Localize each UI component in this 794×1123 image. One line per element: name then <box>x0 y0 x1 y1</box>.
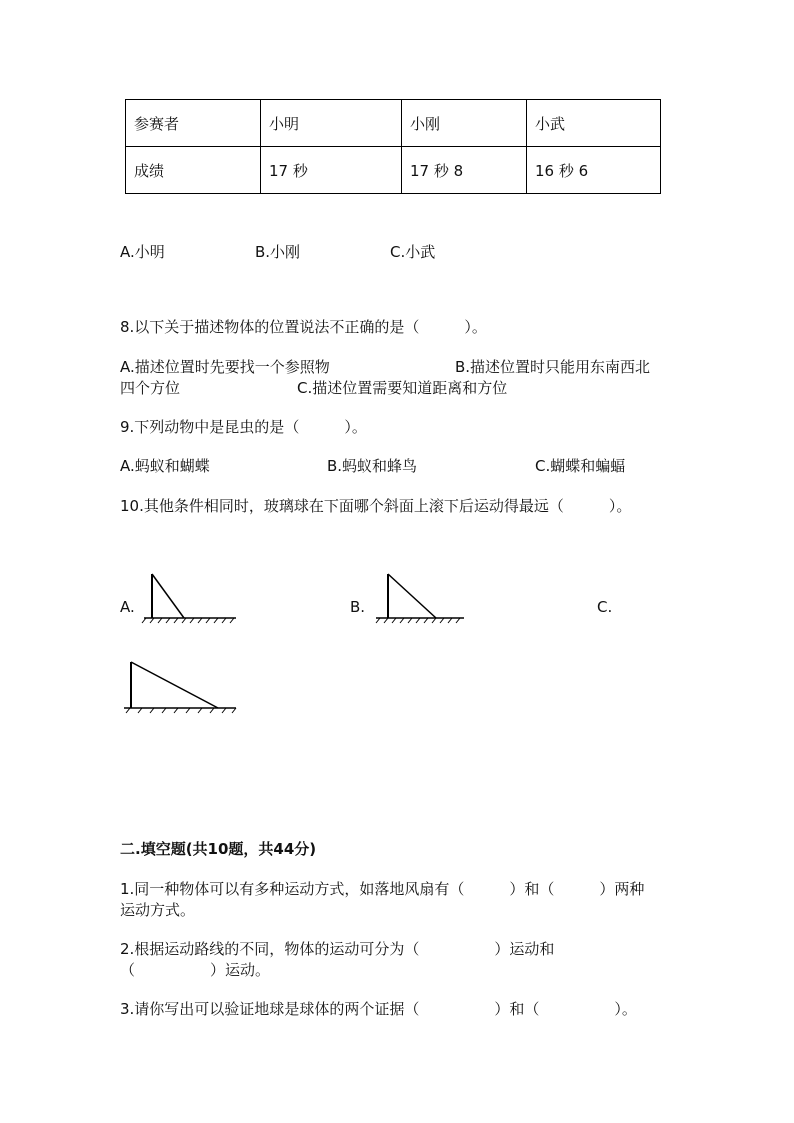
score-table <box>125 99 661 194</box>
fill-q2-line2: （ ）运动。 <box>120 961 271 979</box>
q8-option-b: B.描述位置时只能用东南西北 <box>455 358 651 376</box>
q8-option-c: C.描述位置需要知道距离和方位 <box>297 379 508 397</box>
slope-figure-b <box>372 572 472 628</box>
q7-option-c: C.小武 <box>390 243 436 261</box>
fill-q1-line1: 1.同一种物体可以有多种运动方式，如落地风扇有（ ）和（ ）两种 <box>120 880 645 898</box>
slope-figure-c <box>120 660 240 720</box>
table-row <box>126 100 661 147</box>
q8-stem: 8.以下关于描述物体的位置说法不正确的是（ ）。 <box>120 318 487 336</box>
table-cell: 小明 <box>261 100 402 147</box>
q7-option-b: B.小刚 <box>255 243 301 261</box>
slope-figure-a <box>140 570 240 626</box>
fill-q2-line1: 2.根据运动路线的不同，物体的运动可分为（ ）运动和 <box>120 940 555 958</box>
q10-label-c: C. <box>597 598 613 616</box>
table-cell: 小武 <box>527 100 661 147</box>
table-cell: 参赛者 <box>126 100 261 147</box>
q9-option-c: C.蝴蝶和蝙蝠 <box>535 457 626 475</box>
q9-stem: 9.下列动物中是昆虫的是（ ）。 <box>120 418 367 436</box>
table-cell: 17 秒 8 <box>402 147 527 194</box>
table-cell: 小刚 <box>402 100 527 147</box>
fill-q1-line2: 运动方式。 <box>120 901 196 919</box>
q8-option-b-cont: 四个方位 <box>120 379 181 397</box>
q10-label-b: B. <box>350 598 366 616</box>
table-row <box>126 147 661 194</box>
q10-label-a: A. <box>120 598 135 616</box>
table-cell: 17 秒 <box>261 147 402 194</box>
table-cell: 成绩 <box>126 147 261 194</box>
q9-option-b: B.蚂蚁和蜂鸟 <box>327 457 418 475</box>
table-cell: 16 秒 6 <box>527 147 661 194</box>
q10-stem: 10.其他条件相同时，玻璃球在下面哪个斜面上滚下后运动得最远（ ）。 <box>120 497 632 515</box>
section-heading: 二.填空题(共10题，共44分) <box>120 840 317 858</box>
q9-option-a: A.蚂蚁和蝴蝶 <box>120 457 210 475</box>
q8-option-a: A.描述位置时先要找一个参照物 <box>120 358 330 376</box>
q7-option-a: A.小明 <box>120 243 165 261</box>
fill-q3: 3.请你写出可以验证地球是球体的两个证据（ ）和（ ）。 <box>120 1000 637 1018</box>
